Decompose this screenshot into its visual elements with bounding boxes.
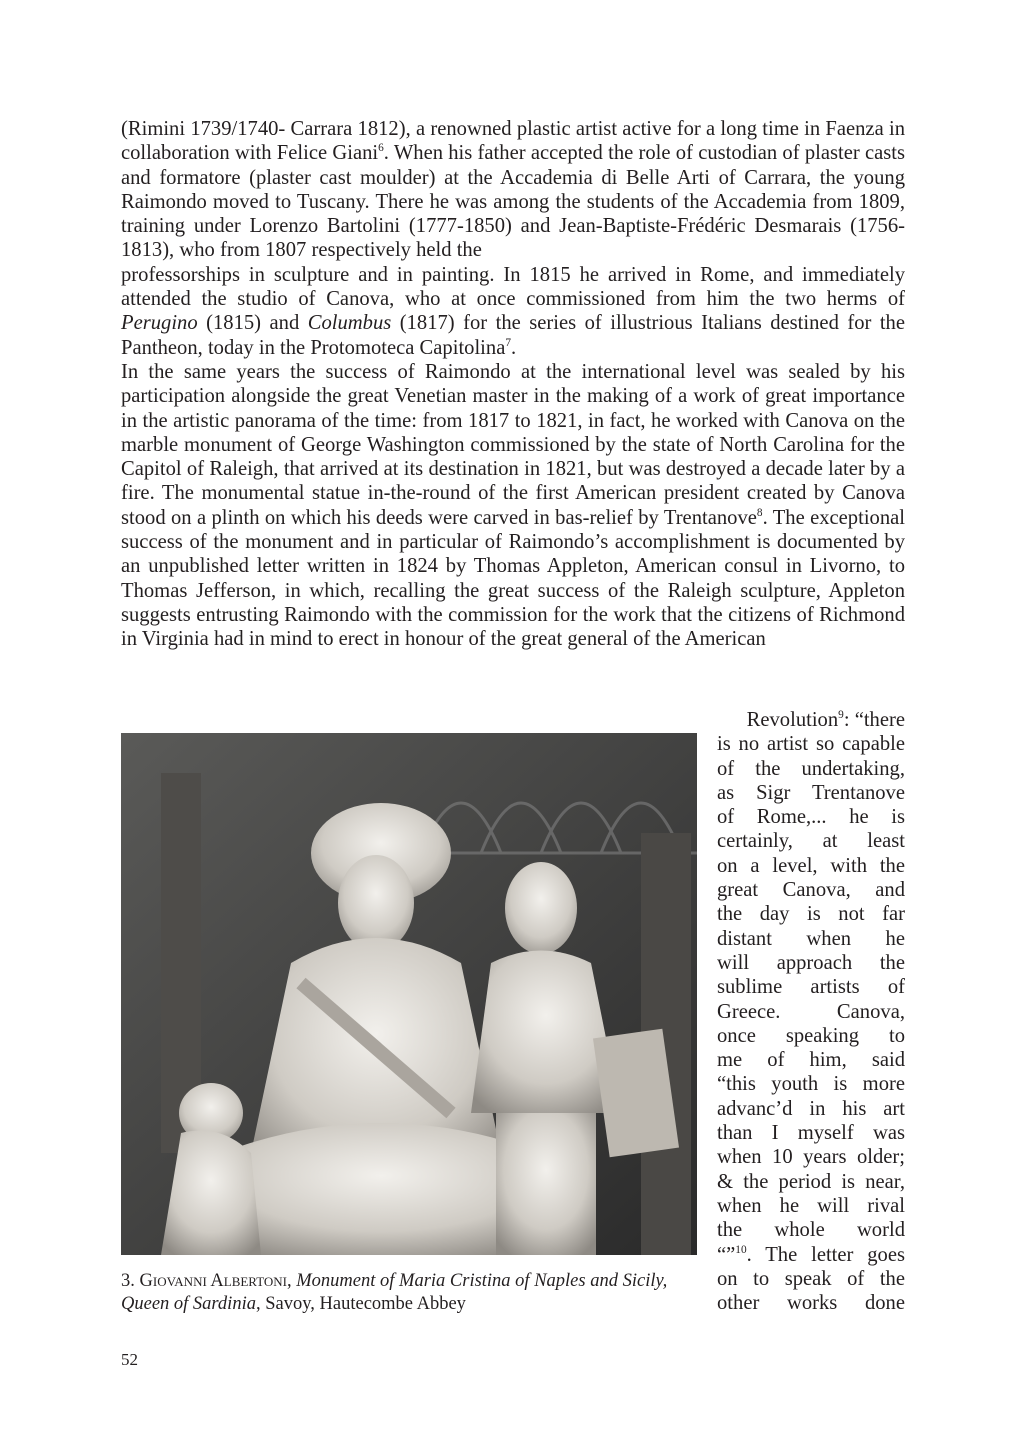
text: : “there	[843, 709, 905, 731]
text: (Rimini 1739/1740- Carrara 1812), a renowned plastic artist active for a long time in Faenza in collaboration with Felice Giani	[121, 118, 905, 165]
text: . The exceptional success of the monument and in particular of Raimondo’s accomplishment is documented by an unpublished letter written in 1824 by Thomas Appleton, American consul in Livorno, to Thomas Jefferson, in which, recalling the great success of the Raleigh sculpture, Appleton suggests entrusting Raimondo with the commission for the work that the citizens of Richmond in Virginia had in mind to erect in honour of the great general of the American	[121, 506, 905, 651]
text: “”	[717, 1243, 736, 1266]
right-column-line: great Canova, and	[717, 879, 905, 902]
artwork-title: Columbus	[307, 312, 392, 335]
right-column-quote-line	[717, 1243, 905, 1267]
right-column-line: on to speak of the	[717, 1267, 905, 1290]
text: In the same years the success of Raimondo at the international level was sealed by his participation alongside the great Venetian master in the making of a work of great importance in the artistic panorama of the time: from 1817 to 1821, in fact, he worked with Canova on the marble monument of George Washington commissioned by the state of North Carolina for the Capitol of Raleigh, that arrived at its destination in 1821, but was destroyed a decade later by a fire. The monumental statue in-the-round of the first American president created by Canova stood on a plinth on which his deeds were carved in bas-relief by Trentanove	[121, 360, 905, 529]
paragraph-1	[121, 117, 905, 263]
right-column-line: the day is not far	[717, 903, 905, 926]
right-column-last-lines	[717, 1267, 905, 1316]
right-column-line: of Rome,... he is	[717, 806, 905, 829]
footnote-ref: 8	[756, 506, 763, 519]
right-column-line: me of him, said	[717, 1049, 905, 1072]
sculpture-illustration	[121, 733, 697, 1255]
text: (1815) and	[197, 312, 308, 335]
caption-title: Monument of Maria Cristina of Naples and Sicily, Queen of Sardinia	[121, 1271, 668, 1314]
figure-number: 3.	[121, 1271, 135, 1291]
footnote-ref: 10	[735, 1243, 747, 1256]
main-text-block	[121, 117, 905, 652]
text: Revolution	[746, 709, 839, 731]
footnote-ref: 6	[378, 142, 384, 155]
text: . The letter goes	[746, 1243, 905, 1266]
right-column-line: sublime artists of	[717, 976, 905, 999]
caption-location: , Savoy, Hautecombe Abbey	[255, 1294, 466, 1314]
right-column-line: will approach the	[717, 951, 905, 974]
paragraph-3	[121, 360, 905, 652]
right-column-line: “this youth is more	[717, 1073, 905, 1096]
text: (1817) for the series of illustrious Italians destined for the Pantheon, today in the Protomoteca Capitolina	[121, 312, 905, 359]
text: . When his father accepted the role of custodian of plaster casts and formatore (plaster cast moulder) at the Accademia di Belle Arti of Carrara, the young Raimondo moved to Tuscany. There he was among the students of the Accademia from 1809, training under Lorenzo Bartolini (1777-1850) and Jean-Baptiste-Frédéric Desmarais (1756-1813), who from 1807 respectively held the	[121, 142, 906, 262]
figure-sculpture-photo	[121, 733, 697, 1255]
right-column-lines	[717, 732, 905, 1242]
right-column-line: than I myself was	[717, 1122, 905, 1145]
right-column-line: as Sigr Trentanove	[717, 781, 905, 804]
right-column-line: advanc’d in his art	[717, 1097, 905, 1120]
right-column-line: other works done	[717, 1292, 905, 1315]
right-column-line: of the undertaking,	[717, 757, 905, 780]
right-text-column	[717, 708, 905, 1315]
right-column-line: once speaking to	[717, 1024, 905, 1047]
right-column-first-line	[127, 708, 905, 732]
text: .	[511, 336, 517, 359]
page-number: 52	[121, 1350, 138, 1369]
right-column-line: distant when he	[717, 927, 905, 950]
right-column-line: on a level, with the	[717, 854, 905, 877]
paragraph-2	[121, 263, 905, 360]
caption-author: Giovanni Albertoni	[139, 1271, 288, 1291]
right-column-line: certainly, at least	[717, 830, 905, 853]
artwork-title: Perugino	[121, 312, 198, 335]
right-column-line: & the period is near,	[717, 1170, 905, 1193]
footnote-ref: 7	[505, 336, 512, 349]
right-column-line: Greece. Canova,	[717, 1000, 905, 1023]
footnote-ref: 9	[838, 709, 844, 722]
right-column-line: is no artist so capable	[717, 733, 905, 756]
figure-caption: 3. Giovanni Albertoni, Monument of Maria Cristina of Naples and Sicily, Queen of Sardinia, Savoy, Hautecombe Abbey	[121, 1271, 668, 1314]
right-column-line: when 10 years older;	[717, 1146, 905, 1169]
text: professorships in sculpture and in painting. In 1815 he arrived in Rome, and immediately attended the studio of Canova, who at once commissioned from him the two herms of	[121, 263, 905, 311]
right-column-line: the whole world	[717, 1219, 905, 1242]
right-column-line: when he will rival	[717, 1194, 905, 1217]
